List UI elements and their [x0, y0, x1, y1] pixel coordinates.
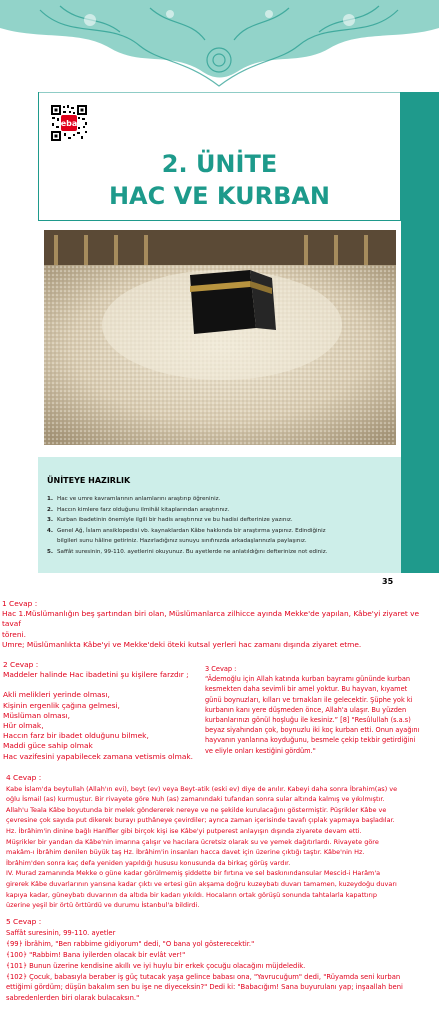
answer-text: ettiğimi gördüm; düşün bakalım sen bu işe ne diyeceksin?" Dedi ki: "Babacığım! Sana buyurulanı yap; inşaallah beni: [6, 983, 403, 992]
answer-text: Allah'u Teala Kâbe boyutunda bir melek göndererek nereye ve ne şekilde kurulacağını göstermiştir. Püşrikler Kâbe ve: [6, 805, 387, 814]
answer-text: ﴾101﴿ Bunun üzerine kendisine akıllı ve iyi huylu bir erkek çocuğu olacağını müjdeledik.: [6, 961, 306, 970]
answer-text: “Âdemoğlu için Allah katında kurban bayramı gününde kurban: [205, 675, 411, 684]
teal-sidebar: [401, 92, 439, 573]
answer-text: Kişinin ergenlik çağına gelmesi,: [3, 700, 120, 710]
answer-text: İbrâhim'den sonra kaç defa yeniden yapıldığı hususu konusunda da birkaç görüş vardır.: [6, 858, 291, 867]
prep-item: 5. Saffât suresinin, 99-110. ayetlerini okuyunuz. Bu ayetlerde ne anlatıldığını defterinize not ediniz.: [47, 548, 328, 555]
page-number: 35: [382, 577, 394, 586]
prep-title: ÜNİTEYE HAZIRLIK: [47, 476, 131, 485]
answer-1: [2, 599, 437, 650]
answer-text: üzerine yeşil bir örtü örttürdü ve durumu İstanbul'a bildirdi.: [6, 901, 200, 910]
answer-text: Kabe İslam'da beytullah (Allah'ın evi), beyt (ev) veya Beyt-atik (eski ev) diye de anılır. Kabeyi daha sonra İbrahim(as) ve: [6, 784, 398, 793]
answer-2: [3, 660, 201, 762]
answer-text: Hür olmak,: [3, 721, 44, 731]
answer-label: 4 Cevap :: [6, 773, 42, 782]
answer-text: Müslüman olması,: [3, 710, 70, 720]
answer-text: hayvanın yanlarına koyduğunu, besmele çekip tekbir getirdiğini: [205, 736, 416, 745]
prep-item: 1. Hac ve umre kavramlarının anlamlarını araştırıp öğreniniz.: [47, 496, 221, 502]
answer-text: beyaz siyahından çok, boynuzlu iki koç kurban etti. Onun ayağını: [205, 726, 420, 735]
unit-number: 2. ÜNİTE: [161, 150, 278, 178]
answer-text: [3, 680, 201, 690]
unit-title: HAC VE KURBAN: [108, 182, 331, 210]
answer-text: makâm-ı İbrâhim denilen büyük taş Hz. İbrâhim'in insanları hacca davet için üzerine çıktığı taştır. Kâbe'nin Hz.: [6, 848, 365, 857]
answer-text: töreni.: [2, 629, 26, 639]
prep-item: 4. Genel Ağ, İslam ansiklopedisi vb. kaynaklardan Kâbe hakkında bir araştırma yapınız. Edindiğiniz: [47, 527, 326, 534]
qr-code-icon[interactable]: [50, 104, 88, 142]
answer-4: [6, 773, 437, 911]
answer-label: 2 Cevap :: [3, 660, 39, 669]
answer-5: [6, 917, 437, 1004]
answer-text: Maddeler halinde Hac ibadetini şu kişilere farzdır ;: [3, 670, 189, 680]
answer-text: çevresine çok sayıda put dikerek burayı puthâneye çevirdiler; ayrıca zaman içerisinde tavafı çıplak yapmaya başladılar.: [6, 816, 395, 825]
answer-text: kapıya kadar, güneybatı duvarının da altıda bir kadarı yıkıldı. Hocaların ortak görüşü sonunda tahtalarla kapattırıp: [6, 890, 377, 899]
answer-3: [205, 664, 437, 756]
answer-text: IV. Murad zamanında Mekke o güne kadar görülmemiş şiddette bir fırtına ve sel baskınındansular Mescid-i Harâm'a: [6, 869, 381, 878]
prep-item: 3. Kurban ibadetinin önemiyle ilgili bir hadis araştırınız ve bu hadisi defterinize yazınız.: [47, 517, 293, 523]
answer-text: Saffât suresinin, 99-110. ayetler: [6, 928, 116, 937]
answer-text: Müşrikler bir yandan da Kâbe'nin imarına çalışır ve hacılara ücretsiz olarak su ve yemek dağıtırlardı. Rivayete göre: [6, 837, 379, 846]
ornament-header: [0, 0, 439, 92]
prep-list: [47, 494, 397, 557]
answer-label: 1 Cevap :: [2, 599, 38, 608]
answer-text: Akli melikleri yerinde olması,: [3, 690, 110, 700]
answer-text: girerek Kâbe duvarlarının yarısına kadar çıktı ve ertesi gün akşama doğru kuzeybatı duvarı tamamen, kuzeydoğu duvarı: [6, 879, 397, 888]
answer-text: Maddi güce sahip olmak: [3, 741, 93, 751]
answer-label: 3 Cevap :: [205, 665, 237, 673]
prep-item: 2. Haccın kimlere farz olduğunu ilmihâl kitaplarından araştırınız.: [47, 506, 230, 513]
kaaba-photo: [44, 230, 396, 445]
unit-preparation-box: [38, 457, 401, 573]
answer-text: ve eliyle onları kestiğini gördüm.": [205, 746, 316, 755]
answer-text: Hac 1.Müslümanlığın beş şartından biri olan, Müslümanlarca zilhicce ayında Mekke'de yapılan, Kâbe'yi ziyaret ve tavaf: [2, 609, 420, 629]
answer-text: sabredenlerden biri olarak bulacaksın.": [6, 994, 140, 1003]
answer-text: Hac vazifesini yapabilecek zamana vetismis olmak.: [3, 751, 193, 761]
svg-text:eba: eba: [60, 119, 78, 128]
answer-label: 5 Cevap :: [6, 917, 42, 926]
answer-text: Umre; Müslümanlıkta Kâbe'yi ve Mekke'deki öteki kutsal yerleri hac zamanı dışında ziyaret etme.: [2, 639, 362, 649]
answer-text: günü boynuzları, kılları ve tırnakları ile gelecektir. Şüphe yok ki: [205, 695, 413, 704]
answer-text: kurbanlarınızı gönül hoşluğu ile kesiniz.” [8] "Resûlullah (s.a.s): [205, 716, 411, 725]
answer-text: Hz. İbrâhim'in dinine bağlı Hanîfler gibi birçok kişi ise Kâbe'yi putperest anlayışın dışında ziyarete devam etti.: [6, 826, 362, 835]
answer-text: ﴾102﴿ Çocuk, babasıyla beraber iş güç tutacak yaşa gelince babası ona, "Yavrucuğum" dedi, "Rüyamda seni kurban: [6, 972, 401, 981]
prep-item: bilgileri sunu hâline getiriniz. Hazırladığınız sunuyu sınıfınızda arkadaşlarınızla paylaşınız.: [57, 538, 307, 544]
answer-text: oğlu İsmail (as) kurmuştur. Bir rivayete göre Nuh (as) zamanındaki tufandan sonra sular altında kalmış ve yıkılmıştır.: [6, 795, 385, 804]
answer-text: ﴾99﴿ İbrâhim, "Ben rabbime gidiyorum" dedi, "O bana yol gösterecektir.": [6, 939, 255, 948]
answer-text: kesmekten daha sevimli bir amel yoktur. Bu hayvan, kıyamet: [205, 685, 408, 694]
answer-text: ﴾100﴿ "Rabbim! Bana iyilerden olacak bir evlât ver!": [6, 950, 186, 959]
answer-text: kurbanın kanı yere düşmeden önce, Allah'a ulaşır. Bu yüzden: [205, 705, 407, 714]
answer-text: Haccın farz bir ibadet olduğunu bilmek,: [3, 731, 149, 741]
